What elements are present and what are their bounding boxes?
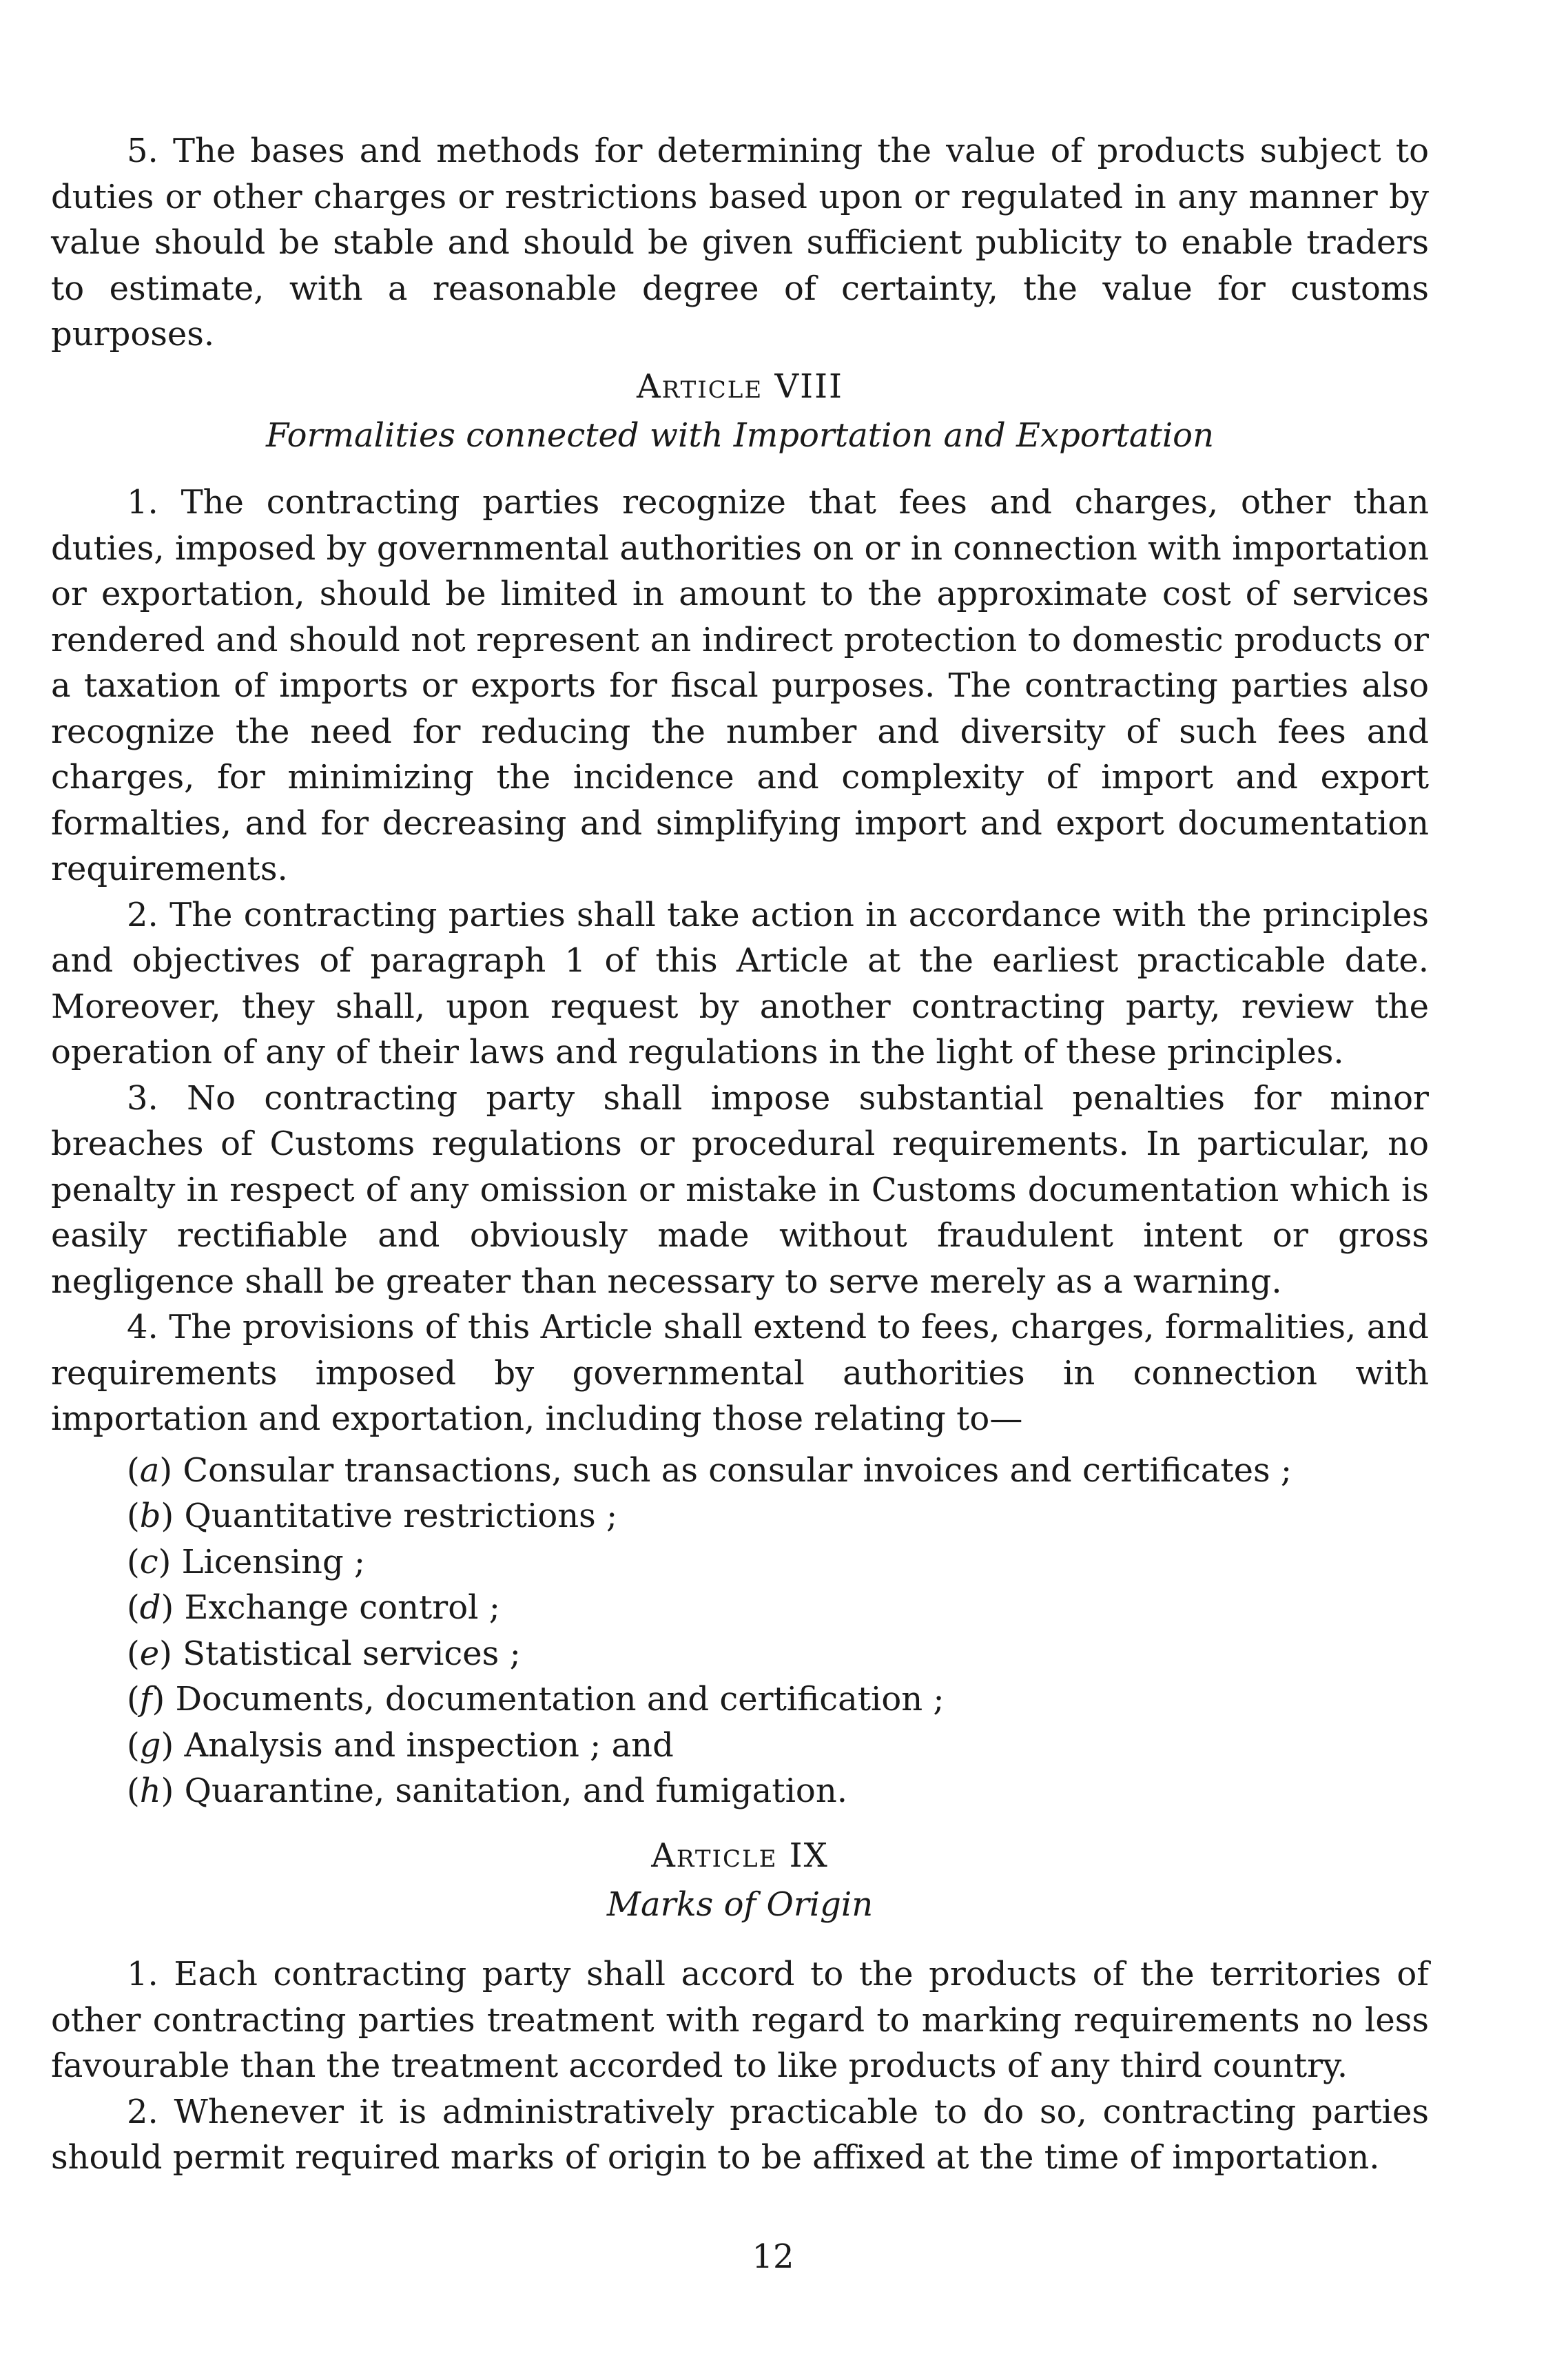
item-text: Exchange control ;: [184, 1588, 500, 1627]
item-text: Analysis and inspection ; and: [184, 1725, 674, 1765]
article-9-title: Article IX: [651, 1836, 829, 1875]
article-8-item-list: [51, 1448, 1429, 1814]
paragraph-5: 5. The bases and methods for determining the value of products subject to duties or other charges or restrictions based upon or regulated in any manner by value should be stable and should be given sufficient publicity to enable traders to estimate, with a reasonable degree of certainty, the value for customs purposes.: [51, 132, 1429, 353]
article-8-subtitle: Formalities connected with Importation and Exportation: [266, 416, 1214, 455]
article-8-paragraph-1: 1. The contracting parties recognize that fees and charges, other than duties, imposed by governmental authorities on or in connection with importation or exportation, should be limited in amount to the approximate cost of services rendered and should not represent an indirect protection to domestic products or a taxation of imports or exports for fiscal purposes. The contracting parties also recognize the need for reducing the number and diversity of such fees and charges, for minimizing the incidence and complexity of import and export formalties, and for decreasing and simplifying import and export documentation requirements.: [51, 483, 1429, 888]
item-text: Quarantine, sanitation, and fumigation.: [184, 1772, 847, 1810]
list-item: (b) Quantitative restrictions ;: [127, 1497, 618, 1535]
article-8-title: Article VIII: [637, 367, 843, 406]
article-8-body: [51, 480, 1429, 1814]
article-9-paragraph-1: 1. Each contracting party shall accord to the products of the territories of other contracting parties treatment with regard to marking requirements no less favourable than the treatment accorded to like products of any third country.: [51, 1955, 1429, 2085]
article-9-subtitle: Marks of Origin: [606, 1885, 874, 1924]
item-label: b: [139, 1497, 161, 1535]
article-8-paragraph-3: 3. No contracting party shall impose substantial penalties for minor breaches of Customs regulations or procedural requirements. In particular, no penalty in respect of any omission or mistake in Customs documentation which is easily rectifiable and obviously made without fraudulent intent or gross negligence shall be greater than necessary to serve merely as a warning.: [51, 1078, 1429, 1301]
item-label: h: [139, 1772, 161, 1810]
list-item: (c) Licensing ;: [127, 1542, 366, 1581]
list-item: (d) Exchange control ;: [127, 1588, 500, 1627]
list-item: (g) Analysis and inspection ; and: [127, 1725, 674, 1765]
list-item: (f) Documents, documentation and certification ;: [127, 1680, 945, 1719]
article-8-heading: [51, 364, 1429, 458]
item-label: a: [139, 1450, 160, 1490]
item-text: Consular transactions, such as consular invoices and certificates ;: [183, 1450, 1292, 1490]
list-item: (a) Consular transactions, such as consular invoices and certificates ;: [127, 1450, 1292, 1490]
item-label: d: [139, 1588, 161, 1627]
item-label: e: [139, 1634, 160, 1673]
item-text: Quantitative restrictions ;: [184, 1497, 618, 1535]
item-label: f: [139, 1680, 152, 1719]
paragraph-5-block: [51, 128, 1429, 358]
item-text: Licensing ;: [181, 1542, 366, 1581]
article-9-heading: [51, 1833, 1429, 1927]
item-label: g: [139, 1725, 161, 1765]
list-item: (h) Quarantine, sanitation, and fumigation.: [127, 1772, 847, 1810]
article-9-paragraph-2: 2. Whenever it is administratively practicable to do so, contracting parties should permit required marks of origin to be affixed at the time of importation.: [51, 2092, 1429, 2177]
article-8-paragraph-2: 2. The contracting parties shall take action in accordance with the principles and objectives of paragraph 1 of this Article at the earliest practicable date. Moreover, they shall, upon request by another contracting party, review the operation of any of their laws and regulations in the light of these principles.: [51, 895, 1429, 1071]
item-text: Statistical services ;: [183, 1634, 521, 1673]
article-8-paragraph-4: 4. The provisions of this Article shall extend to fees, charges, formalities, and requirements imposed by governmental authorities in connection with importation and exportation, including those relating to—: [51, 1308, 1429, 1438]
item-label: c: [139, 1542, 158, 1581]
list-item: (e) Statistical services ;: [127, 1634, 521, 1673]
item-text: Documents, documentation and certification ;: [175, 1680, 945, 1719]
article-9-body: [51, 1951, 1429, 2181]
page-number: 12: [752, 2237, 794, 2276]
